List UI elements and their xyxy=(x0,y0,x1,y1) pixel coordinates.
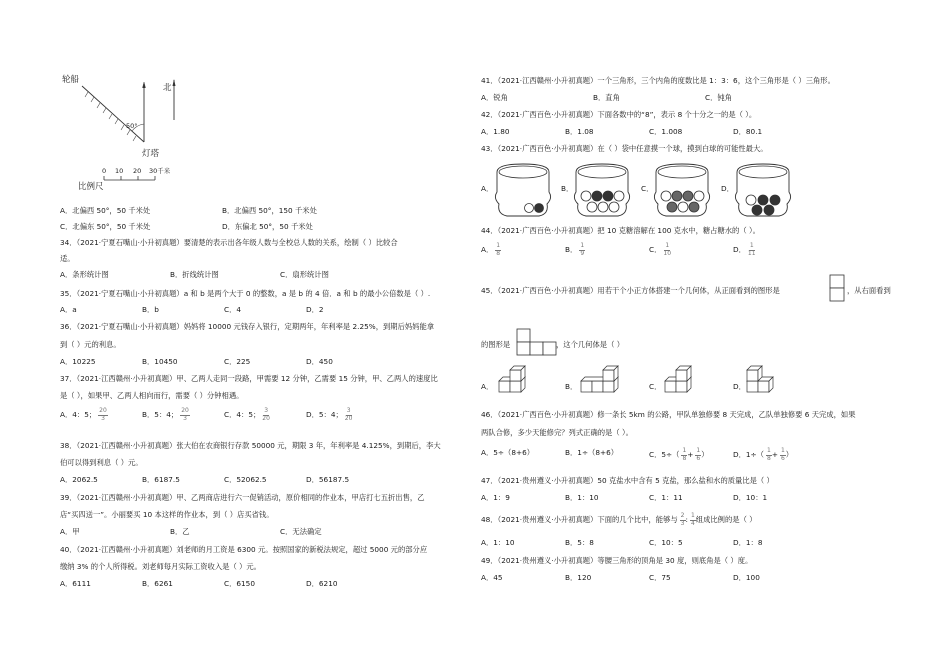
q40-text-cont: 缴纳 3% 的个人所得税。刘老师每月实际工资收入是（ ）元。 xyxy=(60,562,261,571)
q36-option-d: D．450 xyxy=(306,357,333,366)
q44-option-c xyxy=(649,243,671,257)
q39-option-c: C．无法确定 xyxy=(280,527,322,536)
q35-option-c: C．4 xyxy=(224,305,242,314)
q43-option-d: D． xyxy=(721,184,734,193)
north-label: 北 xyxy=(163,83,172,93)
q40-text: 40．（2021·江西赣州·小升初真题）刘老师的月工资是 6300 元。按照国家的新税法规定，超过 5000 元的部分应 xyxy=(60,545,428,554)
q47-option-b: B．1：10 xyxy=(565,493,599,502)
q42-option-b: B．1.08 xyxy=(565,127,594,136)
q36-option-c: C．225 xyxy=(224,357,251,366)
q48-fraction-1: $\frac{2}{3}$ xyxy=(680,512,685,527)
q41-text: 41．（2021·江西赣州·小升初真题）一个三角形，三个内角的度数比是 1：3：6，这个三角形是（ ）三角形。 xyxy=(481,76,835,85)
q45-text-cont: 的图形是 xyxy=(481,340,511,349)
q37-text: 37．（2021·江西赣州·小升初真题）甲、乙两人走同一段路，甲需要 12 分钟，乙需要 15 分钟，甲、乙两人的速度比 xyxy=(60,374,438,383)
scale-tick-10: 10 xyxy=(115,167,124,175)
q39-option-b: B．乙 xyxy=(170,527,190,536)
q36-option-a: A．10225 xyxy=(60,357,96,366)
q47-option-a: A．1：9 xyxy=(481,493,510,502)
q47-text: 47．（2021·贵州遵义·小升初真题）50 克盐水中含有 5 克盐，那么盐和水的质量比是（ ） xyxy=(481,476,774,485)
q48-option-c: C．10：5 xyxy=(649,538,683,547)
q46-option-a: A．5÷（8+6） xyxy=(481,448,535,457)
q48-fraction-2: $\frac{1}{4}$ xyxy=(690,512,695,527)
q48-text-a: 48．（2021·贵州遵义·小升初真题）下面的几个比中，能够与 xyxy=(481,515,678,524)
scale-label: 比例尺 xyxy=(78,182,104,192)
q46-option-d-frac2: $\frac{1}{6}$ xyxy=(780,447,785,462)
q48-text: 48．（2021·贵州遵义·小升初真题）下面的几个比中，能够与 $\frac{2}{3}$ : $\frac{1}{4}$ 组成比例的是（ ） xyxy=(481,512,757,527)
q44-option-c-fraction: $\frac{1}{10}$ xyxy=(663,242,672,257)
hatch-marks xyxy=(85,92,136,141)
q45-option-b: B． xyxy=(565,382,578,391)
q37-option-d-label: D．5：4； xyxy=(306,410,343,419)
q49-option-b: B．120 xyxy=(565,573,592,582)
q40-option-b: B．6261 xyxy=(142,579,173,588)
q44-option-a-fraction: $\frac{1}{8}$ xyxy=(496,242,501,257)
q40-option-d: D．6210 xyxy=(306,579,338,588)
angle-label: 50° xyxy=(126,122,138,130)
lighthouse-label: 灯塔 xyxy=(142,149,160,159)
q37-option-b xyxy=(142,408,190,422)
q38-option-c: C．52062.5 xyxy=(224,475,267,484)
q38-option-d: D．56187.5 xyxy=(306,475,350,484)
q38-text-cont: 伯可以得到利息（ ）元。 xyxy=(60,458,143,467)
cubes-d-image xyxy=(744,366,784,396)
q44-option-d xyxy=(733,243,756,257)
direction-diagram xyxy=(60,72,190,192)
q37-option-b-label: B．5：4； xyxy=(142,410,179,419)
q37-option-c xyxy=(224,408,270,422)
q49-option-d: D．100 xyxy=(733,573,760,582)
q39-text-cont: 店“买四送一”。小丽要买 10 本这样的作业本，到（ ）店买省钱。 xyxy=(60,510,274,519)
q37-option-b-fraction: $\frac{20}{3}$ xyxy=(181,407,189,422)
q43-option-b: B． xyxy=(561,184,574,193)
q42-text: 42．（2021·广西百色·小升初真题）下面各数中的“8”，表示 8 个十分之一的是（ ）。 xyxy=(481,110,757,119)
q37-text-cont: 是（ ），如果甲、乙两人相向而行，需要（ ）分钟相遇。 xyxy=(60,391,244,400)
q38-text: 38．（2021·江西赣州·小升初真题）张大伯在农商银行存款 50000 元，期限 3 年，年利率是 4.125%，到期后，李大 xyxy=(60,441,441,450)
q48-option-a: A．1：10 xyxy=(481,538,515,547)
q34-text: 34．（2021·宁夏石嘴山·小升初真题）要清楚的表示出各年级人数与全校总人数的关系，绘制（ ）比较合 xyxy=(60,238,398,247)
q46-option-d-frac1: $\frac{1}{8}$ xyxy=(766,447,771,462)
q38-option-a: A．2062.5 xyxy=(60,475,98,484)
scale-tick-20: 20 xyxy=(133,167,142,175)
q48-option-b: B．5：8 xyxy=(565,538,594,547)
q33-option-d: D．东偏北 50°，50 千米处 xyxy=(222,222,313,231)
q42-option-a: A．1.80 xyxy=(481,127,510,136)
q45-text-b: ，从右面看到 xyxy=(847,286,891,295)
q44-option-b-label: B． xyxy=(565,245,578,254)
q41-option-a: A．锐角 xyxy=(481,93,508,102)
q37-option-d xyxy=(306,408,352,422)
q48-option-d: D．1：8 xyxy=(733,538,763,547)
q49-text: 49．（2021·贵州遵义·小升初真题）等腰三角形的顶角是 30 度，则底角是（ ）度。 xyxy=(481,556,753,565)
q34-text-cont: 适。 xyxy=(60,254,75,263)
q49-option-a: A．45 xyxy=(481,573,503,582)
q35-option-a: A．a xyxy=(60,305,77,314)
q44-option-b-fraction: $\frac{1}{9}$ xyxy=(580,242,585,257)
q37-option-c-label: C．4：5； xyxy=(224,410,261,419)
q40-option-c: C．6150 xyxy=(224,579,255,588)
q46-option-d-label: D．1÷（ xyxy=(733,450,764,459)
q40-option-a: A．6111 xyxy=(60,579,91,588)
q41-option-c: C．钝角 xyxy=(705,93,732,102)
q45-text: 45．（2021·广西百色·小升初真题）用若干个小正方体搭建一个几何体，从正面看到的图形是 xyxy=(481,286,780,295)
q36-option-b: B．10450 xyxy=(142,357,178,366)
q37-option-d-fraction: $\frac{3}{20}$ xyxy=(344,407,353,422)
q46-option-c: C．5÷（ $\frac{1}{8}$ + $\frac{1}{6}$ ） xyxy=(649,447,709,462)
q43-option-c: C． xyxy=(641,184,654,193)
q46-option-c-frac1: $\frac{1}{8}$ xyxy=(682,447,687,462)
q44-option-b xyxy=(565,243,585,257)
q37-option-a xyxy=(60,408,108,422)
q44-option-a xyxy=(481,243,501,257)
q46-text: 46．（2021·广西百色·小升初真题）修一条长 5km 的公路，甲队单独修要 8 天完成，乙队单独修要 6 天完成，如果 xyxy=(481,410,856,419)
cubes-c-image xyxy=(662,366,696,396)
q37-option-a-label: A．4：5； xyxy=(60,410,97,419)
q46-option-c-frac2: $\frac{1}{6}$ xyxy=(696,447,701,462)
q34-option-c: C．扇形统计图 xyxy=(280,270,329,279)
q42-option-c: C．1.008 xyxy=(649,127,683,136)
q46-text-cont: 两队合修，多少天能修完？列式正确的是（ ）。 xyxy=(481,428,633,437)
q46-option-c-label: C．5÷（ xyxy=(649,450,680,459)
q44-option-d-label: D． xyxy=(733,245,746,254)
q38-option-b: B．6187.5 xyxy=(142,475,180,484)
q41-option-b: B．直角 xyxy=(593,93,620,102)
scale-tick-0: 0 xyxy=(102,167,107,175)
bag-a-image xyxy=(491,162,555,218)
q33-option-a: A．北偏西 50°，50 千米处 xyxy=(60,206,151,215)
q35-option-d: D．2 xyxy=(306,305,324,314)
q35-text: 35．（2021·宁夏石嘴山·小升初真题）a 和 b 是两个大于 0 的整数，a 是 b 的 4 倍．a 和 b 的最小公倍数是（ ）. xyxy=(60,289,431,298)
q36-text-cont: 到（ ）元的利息。 xyxy=(60,340,121,349)
q37-option-c-fraction: $\frac{3}{20}$ xyxy=(262,407,270,422)
q48-text-b: 组成比例的是（ ） xyxy=(695,515,757,524)
q45-text-cont-b: ，这个几何体是（ ） xyxy=(556,340,624,349)
q33-option-b: B．北偏西 50°，150 千米处 xyxy=(222,206,317,215)
q43-option-a: A． xyxy=(481,184,494,193)
q45-option-d: D． xyxy=(733,382,746,391)
cubes-a-image xyxy=(496,366,530,396)
q35-option-b: B．b xyxy=(142,305,159,314)
q47-option-c: C．1：11 xyxy=(649,493,683,502)
q46-option-d: D．1÷（ $\frac{1}{8}$ + $\frac{1}{6}$ ） xyxy=(733,447,794,462)
ship-to-lighthouse-line xyxy=(82,86,144,142)
q46-option-b: B．1÷（8+6） xyxy=(565,448,619,457)
q44-option-a-label: A． xyxy=(481,245,494,254)
scale-tick-30: 30千米 xyxy=(149,167,171,175)
q45-option-c: C． xyxy=(649,382,662,391)
cubes-b-image xyxy=(578,366,624,396)
q49-option-c: C．75 xyxy=(649,573,671,582)
q47-option-d: D．10：1 xyxy=(733,493,768,502)
bag-d-image xyxy=(731,162,795,218)
bag-c-image xyxy=(650,162,714,218)
q34-option-a: A．条形统计图 xyxy=(60,270,109,279)
q39-text: 39．（2021·江西赣州·小升初真题）甲、乙两商店进行六一促销活动，原价相同的作业本，甲店打七五折出售，乙 xyxy=(60,493,425,502)
q42-option-d: D．80.1 xyxy=(733,127,763,136)
q45-option-a: A． xyxy=(481,382,494,391)
q33-option-c: C．北偏东 50°，50 千米处 xyxy=(60,222,151,231)
ship-label: 轮船 xyxy=(62,75,80,85)
bag-b-image xyxy=(570,162,634,218)
q36-text: 36．（2021·宁夏石嘴山·小升初真题）妈妈将 10000 元钱存入银行，定期两年，年利率是 2.25%，到期后妈妈能拿 xyxy=(60,322,435,331)
q37-option-a-fraction: $\frac{20}{3}$ xyxy=(99,407,107,422)
front-view-figure xyxy=(829,274,847,304)
q39-option-a: A．甲 xyxy=(60,527,80,536)
q44-option-c-label: C． xyxy=(649,245,662,254)
q44-option-d-fraction: $\frac{1}{11}$ xyxy=(747,242,756,257)
q43-text: 43．（2021·广西百色·小升初真题）在（ ）袋中任意摸一个球，摸到白球的可能性最大。 xyxy=(481,144,768,153)
q44-text: 44．（2021·广西百色·小升初真题）把 10 克糖溶解在 100 克水中，糖占糖水的（ ）。 xyxy=(481,226,760,235)
q34-option-b: B．折线统计图 xyxy=(170,270,219,279)
